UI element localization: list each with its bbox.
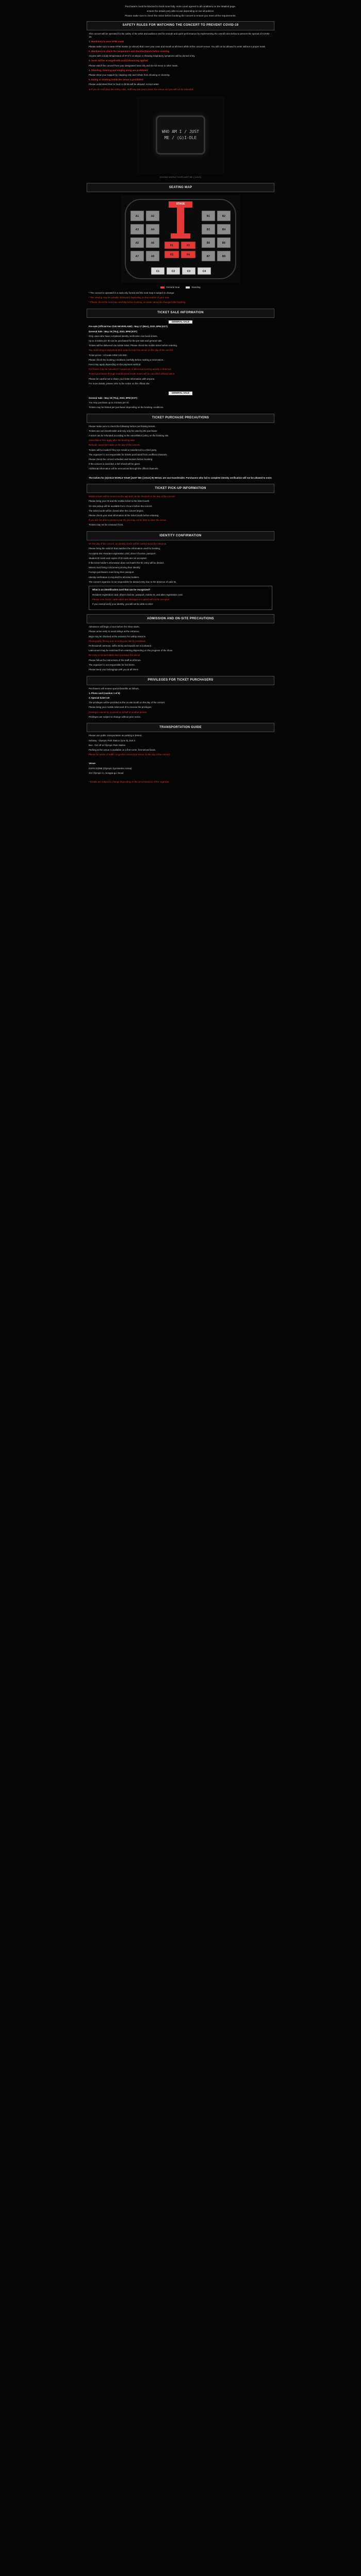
intro-line: Purchasers could be blocked to book more fully, more count agreed to all conditions on the detailed page. bbox=[125, 5, 236, 8]
seating-note: * Please check the seat map carefully before booking, as seats cannot be changed after booking. bbox=[89, 301, 186, 304]
final-note: * Details are subject to change depending on the circumstances of the organizer. bbox=[89, 781, 170, 784]
identity-line: Minors must bring a document proving their identity. bbox=[89, 566, 141, 569]
identity-box-line: Please note that ID cards which are damaged or expired will not be accepted. bbox=[92, 598, 170, 601]
admission-line: Latecomers may be restricted from entering depending on the progress of the show. bbox=[89, 649, 173, 652]
privilege-line: Please bring your mobile ticket and ID to receive the privileges. bbox=[89, 706, 152, 709]
privileges-section bbox=[0, 687, 361, 719]
seat-section-label: A7 bbox=[135, 255, 139, 259]
admission-section bbox=[0, 625, 361, 671]
identity-line: Foreign purchasers must bring their passport. bbox=[89, 571, 135, 574]
transport-section bbox=[0, 734, 361, 784]
purchase-heading: TICKET PURCHASE PRECAUTIONS bbox=[87, 414, 274, 423]
admission-line: Bags may be checked at the entrance for safety reasons. bbox=[89, 635, 146, 638]
transport-line: Bus : Get off at Olympic Park Station bbox=[89, 743, 126, 747]
seat-section-label: B2 bbox=[222, 215, 226, 218]
seating-notes bbox=[0, 292, 361, 304]
purchase-line: A ticket can be refunded according to the cancellation policy on the booking site. bbox=[89, 434, 169, 437]
safety-text: Anyone with a body temperature of 37.5°C or above or showing respiratory symptoms will be denied entry. bbox=[89, 55, 195, 58]
safety-text: Please watch the concert from your designated seat only and do not move to other seats. bbox=[89, 64, 178, 67]
ticket-line: Please check the booking conditions carefully before making a reservation. bbox=[89, 358, 164, 361]
poster-screen-text: WHO AM I / JUST ME / (G)I-DLE bbox=[161, 129, 200, 141]
pickup-line: The ticket booth will be closed after the concert begins. bbox=[89, 509, 144, 512]
ticket-line: Only users who have completed identity verification can book tickets. bbox=[89, 334, 158, 337]
safety-text: This concert will be operated for the safety of the artist and audience and for smooth and quick performance by implementing the overall rules below to prevent the spread of COVID-19. bbox=[89, 32, 270, 39]
ticket-line: Please be careful not to share your ticket information with anyone. bbox=[89, 377, 155, 380]
seat-section-label: A5 bbox=[135, 242, 139, 245]
pickup-line: Please check your seat information at the ticket booth before entering. bbox=[89, 514, 159, 517]
ticket-line: Tickets will be delivered via mobile ticket. Please check the mobile ticket before entering. bbox=[89, 344, 178, 347]
safety-text: Please understand that no food or drinks will be allowed, except water. bbox=[89, 83, 159, 86]
identity-line: Identity verification is required for all ticket holders. bbox=[89, 575, 140, 579]
standing-section-label: C3 bbox=[187, 270, 191, 274]
seat-section-label: B7 bbox=[206, 255, 210, 259]
identity-box-line: Resident registration card, driver's license, passport, mobile ID, and alien registration card. bbox=[92, 593, 183, 596]
safety-section bbox=[0, 32, 361, 91]
ticket-line: For more details, please refer to the notice on the official site. bbox=[89, 382, 150, 385]
transport-line: Please use public transportation as parking is limited. bbox=[89, 734, 142, 737]
seating-legend bbox=[0, 286, 361, 290]
pickup-line: If you are not able to present your ID, you may not be able to enter the venue. bbox=[89, 519, 167, 522]
seating-map bbox=[121, 195, 240, 283]
safety-heading: SAFETY RULES FOR WATCHING THE CONCERT TO PREVENT COVID-19 bbox=[87, 21, 274, 30]
poster-caption: (G)I-DLE WORLD TOUR [JUST ME ( )I-DLE] bbox=[160, 176, 201, 179]
identity-line: Please bring the valid ID that matches the information used for booking. bbox=[89, 547, 161, 550]
floor-section-label: F3 bbox=[170, 253, 173, 257]
seat-section-label: B4 bbox=[222, 228, 226, 232]
stage-center bbox=[171, 233, 190, 239]
standing-section-label: C4 bbox=[202, 270, 206, 274]
seating-note: * The concert is operated in a seat-only format and the seat map is subject to change. bbox=[89, 291, 175, 294]
tv-screen-graphic bbox=[156, 115, 205, 155]
privilege-line: Privileges cannot be received on behalf of another person. bbox=[89, 710, 147, 714]
seat-section-label: B5 bbox=[206, 242, 210, 245]
purchase-line: Please check the concert schedule and location before booking. bbox=[89, 458, 153, 461]
seat-section-label: A4 bbox=[151, 228, 155, 232]
venue-line: KSPO DOME (Olympic Gymnastics Arena) bbox=[89, 767, 132, 770]
purchase-line: If the concert is canceled, a full refund will be given. bbox=[89, 463, 141, 466]
ticket-info-heading: TICKET SALE INFORMATION bbox=[87, 309, 274, 318]
identity-box-line: If you cannot verify your identity, you will not be able to enter. bbox=[92, 602, 154, 605]
general-sale-pill-2: GENERAL SALE bbox=[169, 392, 192, 395]
floor-section-label: F4 bbox=[187, 253, 190, 257]
standing-section-label: C2 bbox=[171, 270, 175, 274]
purchase-line: Tickets will be invalid if they are resold or transferred to a third party. bbox=[89, 448, 157, 451]
identity-section bbox=[0, 543, 361, 610]
pickup-line: On-site pickup will be available from 2 hours before the concert. bbox=[89, 504, 153, 507]
pickup-line: Please bring your ID and the mobile ticket to the ticket booth. bbox=[89, 500, 150, 503]
purchase-warning: The tickets for (G)I-DLE WORLD TOUR [JUST ME ( )I-DLE] IN SEOUL are non-transferable. Purchasers who fail to complete identity verification will not be allowed to enter. bbox=[89, 476, 272, 479]
seat-section-label: A2 bbox=[151, 215, 155, 218]
concert-poster-image bbox=[137, 96, 224, 174]
privilege-line: Purchasers will receive special benefits as follows. bbox=[89, 687, 140, 690]
floor-section-label: F1 bbox=[170, 244, 173, 248]
identity-line: On the day of the concert, an identity check will be carried out at the entrance. bbox=[89, 543, 167, 546]
venue-title: Venue bbox=[89, 762, 95, 765]
pickup-line: Mobile tickets will be issued via the app and can be checked on the day of the concert. bbox=[89, 495, 175, 498]
legend-item: General Seat bbox=[160, 286, 179, 290]
admission-heading: ADMISSION AND ON-SITE PRECAUTIONS bbox=[87, 614, 274, 623]
seat-section-label: B1 bbox=[206, 215, 210, 218]
ticket-line: Pre-sale (Official Fan Club NEVERLAND) : May 17 (Mon), 2022, 8PM (KST) bbox=[89, 325, 168, 328]
purchase-line: Refunds cannot be made on the day of the concert. bbox=[89, 444, 140, 447]
transport-line: Please be aware of traffic congestion around the venue on the day of the concert. bbox=[89, 753, 171, 756]
floor-section-label: F2 bbox=[187, 244, 190, 248]
legend-item: Standing bbox=[186, 286, 200, 290]
intro-line: ensure the details very able to use depending on our all policies. bbox=[146, 9, 215, 12]
privilege-line: 1. Photo card (random 1 of 6) bbox=[89, 691, 120, 694]
pickup-line: Tickets may not be reissued if lost. bbox=[89, 523, 124, 527]
safety-rule-title: 1. Mandatory to wear KF94 mask bbox=[89, 40, 124, 43]
admission-line: Please keep your belongings with you at all times. bbox=[89, 668, 139, 671]
safety-text: Please make sure to wear KF94 masks (or above) that cover your nose and mouth at all times while at the concert venue. You will not be allowed to enter without a proper mask. bbox=[89, 45, 266, 48]
seat-section-label: A8 bbox=[151, 255, 155, 259]
admission-line: The organizer is not responsible for lost items. bbox=[89, 663, 135, 666]
seat-section-label: A1 bbox=[135, 215, 139, 218]
ticket-line: Ticket prices : All seats KRW 132,000 bbox=[89, 353, 126, 357]
ticket-line: Tickets may be limited per purchaser depending on the booking conditions. bbox=[89, 406, 164, 409]
identity-heading: IDENTITY CONFIRMATION bbox=[87, 531, 274, 540]
seating-map-svg bbox=[121, 195, 240, 283]
ticket-line: General Sale : May 19 (Thu), 2022, 8PM (KST) bbox=[89, 396, 137, 399]
safety-text: Please show your support by clapping only and refrain from shouting or cheering. bbox=[89, 73, 170, 76]
seating-heading: SEATING MAP bbox=[87, 183, 274, 192]
seat-section-label: A6 bbox=[151, 242, 155, 245]
identity-line: If the ticket holder's information does not match the ID, entry will be denied. bbox=[89, 561, 165, 564]
safety-rule-title: 4. Shouting, cheering and singing along are prohibited bbox=[89, 69, 147, 72]
transport-line: Subway : Olympic Park Station (Line 5), Exit 3 bbox=[89, 739, 135, 742]
ticket-info-section bbox=[0, 320, 361, 410]
purchase-line: Additional information will be announced through the official channels. bbox=[89, 467, 159, 470]
identity-box-title: What is an identification card that can be recognized? bbox=[92, 588, 151, 591]
admission-line: Please arrive early to avoid delays at the entrance. bbox=[89, 630, 140, 633]
identity-line: Accepted IDs: Resident registration card, driver's license, passport. bbox=[89, 552, 156, 555]
ticket-line: Fees may apply depending on the payment method. bbox=[89, 363, 141, 366]
stage-label: STAGE bbox=[176, 202, 185, 206]
seat-section-label: B8 bbox=[222, 255, 226, 259]
safety-rule-title: 3. Seats will be arranged with social distancing applied bbox=[89, 59, 148, 62]
general-sale-pill: GENERAL SALE bbox=[169, 320, 192, 324]
admission-line: Photography, filming and recording are strictly prohibited. bbox=[89, 639, 146, 642]
pickup-section bbox=[0, 495, 361, 527]
purchase-section bbox=[0, 425, 361, 480]
seat-section-label: B6 bbox=[222, 242, 226, 245]
venue-line: 424 Olympic-ro, Songpa-gu, Seoul bbox=[89, 771, 124, 774]
transport-heading: TRANSPORTATION GUIDE bbox=[87, 723, 274, 732]
purchase-line: The organizer is not responsible for tickets purchased from unofficial channels. bbox=[89, 453, 168, 456]
stage-runway bbox=[177, 208, 184, 233]
transport-line: Parking at the venue is available on a first-come, first-served basis. bbox=[89, 749, 156, 752]
purchase-line: Please make sure to check the following before purchasing tickets. bbox=[89, 425, 156, 428]
purchase-line: Tickets are non-transferable and may only be used by the purchaser. bbox=[89, 429, 158, 432]
privileges-heading: PRIVILEGES FOR TICKET PURCHASERS bbox=[87, 676, 274, 685]
safety-rule-title: 2. Mandatory to check the temperature and disinfect hands before entering bbox=[89, 49, 170, 53]
ticket-line: Tickets purchased through unauthorized resale routes will be cancelled without notice. bbox=[89, 372, 175, 376]
privilege-line: Privileges are subject to change without prior notice. bbox=[89, 715, 141, 718]
standing-section-label: C1 bbox=[156, 270, 160, 274]
ticket-line: You may purchase up to 2 tickets per ID. bbox=[89, 401, 129, 404]
intro-notice bbox=[0, 0, 361, 18]
identity-line: Student ID cards and copies of ID cards are not accepted. bbox=[89, 556, 147, 560]
seat-section-label: B3 bbox=[206, 228, 210, 232]
seating-note: * The viewing may be partially obstructed depending on the location of your seat. bbox=[89, 296, 170, 299]
identity-box bbox=[89, 586, 272, 610]
ticket-line: General Sale : May 19 (Thu), 2022, 8PM (KST) bbox=[89, 330, 137, 333]
privilege-line: 2. Special ticket set bbox=[89, 696, 110, 699]
admission-line: Admission will begin 1 hour before the show starts. bbox=[89, 625, 140, 629]
privilege-line: The privileges will be provided at the on-site booth on the day of the concert. bbox=[89, 701, 166, 704]
ticket-line: Purchases may be cancelled if suspicious or abnormal booking activity is detected. bbox=[89, 368, 172, 371]
ticket-line: Up to 2 tickets per ID can be purchased for the pre-sale and general sale. bbox=[89, 339, 162, 342]
safety-rule-title: 5. Eating or drinking inside the venue is prohibited bbox=[89, 78, 143, 81]
seat-section-label: A3 bbox=[135, 228, 139, 232]
safety-warning: ※ If you do not follow the safety rules, staff may ask you to leave the venue and you will not be refunded. bbox=[89, 88, 194, 91]
identity-line: The concert organizer is not responsible for denied entry due to the absence of valid ID. bbox=[89, 580, 177, 583]
ticket-line: You must bring a valid photo ID in order to enter the venue on the day of the concert. bbox=[89, 349, 174, 352]
admission-line: Please follow the instructions of the staff at all times. bbox=[89, 658, 141, 662]
pickup-heading: TICKET PICK-UP INFORMATION bbox=[87, 484, 274, 493]
intro-line: Please make sure to check the notice before booking the concert to ensure you meet all the requirements. bbox=[125, 14, 236, 17]
admission-line: Re-entry is not permitted once you leave the venue. bbox=[89, 654, 141, 657]
purchase-line: Cancellation fees apply after the booking date. bbox=[89, 439, 136, 442]
admission-line: Professional cameras, selfie sticks and tripods are not allowed. bbox=[89, 644, 152, 647]
